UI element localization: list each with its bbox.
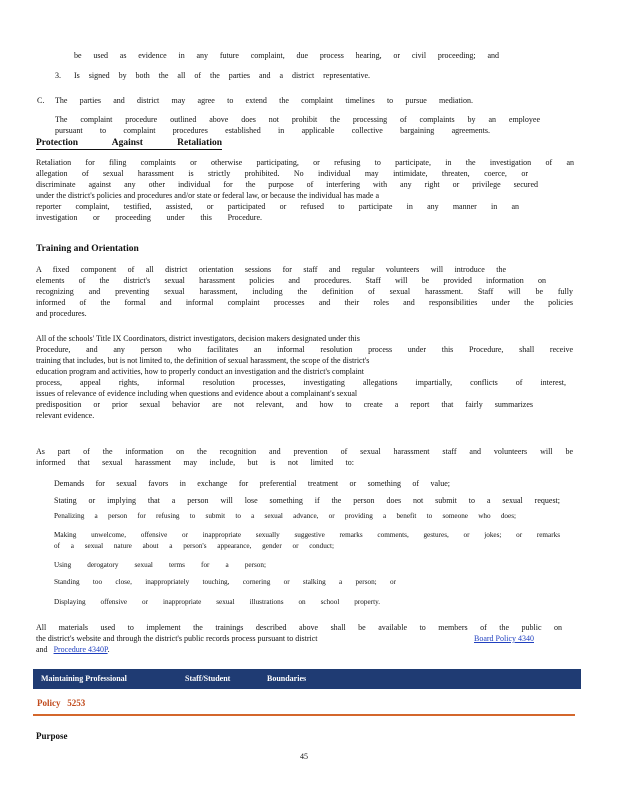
training-paragraph: As part of the information on the recognition and prevention of sexual harassment staff and volunteers will be informed that sexual harassment may include, but is not limited to: [36, 447, 573, 467]
list-label-c: C. [37, 96, 45, 105]
section-title-part: Boundaries [267, 674, 307, 683]
continued-line: be used as evidence in any future complaint, due process hearing, or civil proceeding; and [74, 51, 499, 60]
item-c-line: The complaint procedure outlined above does not prohibit the processing of complaints by an employee [55, 115, 540, 124]
list-item: Demands for sexual favors in exchange for preferential treatment or something of value; [54, 479, 450, 488]
section-title-part: Staff/Student [185, 674, 231, 683]
list-item-text: Is signed by both the all of the parties and a district representative. [74, 71, 370, 80]
training-paragraph: All of the schools' Title IX Coordinators, district investigators, decision makers designated under this Procedure, and any person who facilitates an informal resolution process under this Procedure, shall receive training that includes, but is not limited to, the definition of sexual harassment, the scope of the district's education program and activities, how to properly conduct an investigation and the district's complaint process, appeal rights, informal resolution processes, investigating allegations impartially, conflicts of interest, issues of relevance of evidence including when questions and evidence about a complainant's sexual predisposition or prior sexual behavior are not relevant, and how to create a report that fairly summarizes relevant evidence. [36, 334, 573, 420]
policy-number: Policy 5253 [37, 698, 86, 708]
board-policy-link[interactable]: Board Policy 4340 [474, 634, 534, 643]
list-item: Displaying offensive or inappropriate sexual illustrations on school property. [54, 598, 380, 606]
retaliation-paragraph: Retaliation for filing complaints or otherwise participating, or refusing to participate, in the investigation of an allegation of sexual harassment is strictly prohibited. No individual may intimidate, threaten, coerce, or discriminate against any other individual for the purpose of interfering with any right or privilege secured under the district's policies and procedures and/or state or federal law, or because the individual has made a reporter complaint, testified, assisted, or participated or refused to participate in any manner in an investigation or proceeding under this Procedure. [36, 158, 574, 222]
list-item: Making unwelcome, offensive or inappropriate sexually suggestive remarks comments, gestures, or jokes; or remarks [54, 531, 560, 539]
list-item: Penalizing a person for refusing to submit to a sexual advance, or providing a benefit to someone who does; [54, 512, 516, 520]
section-heading: Protection Against Retaliation [36, 138, 222, 148]
list-item: Using derogatory sexual terms for a person; [54, 561, 266, 569]
procedure-link[interactable]: Procedure 4340P [53, 645, 108, 654]
list-item-continuation: of a sexual nature about a person's appearance, gender or conduct; [54, 542, 334, 550]
purpose-heading: Purpose [36, 731, 68, 741]
item-c-line: pursuant to complaint procedures established in applicable collective bargaining agreements. [55, 126, 490, 135]
section-title-part: Maintaining Professional [41, 674, 127, 683]
item-c-line: The parties and district may agree to extend the complaint timelines to pursue mediation. [55, 96, 473, 105]
section-heading: Training and Orientation [36, 244, 139, 254]
list-number: 3. [55, 71, 61, 80]
list-item: Standing too close, inappropriately touching, cornering or stalking a person; or [54, 578, 396, 586]
orange-divider [33, 714, 575, 716]
list-item: Stating or implying that a person will lose something if the person does not submit to a sexual request; [54, 496, 560, 505]
section-title-bar [33, 669, 581, 689]
page-number: 45 [300, 752, 308, 761]
materials-paragraph: All materials used to implement the trainings described above shall be available to members of the public on the district's website and through the district's public records process pursuant to district Board Policy 4340 and Procedure 4340P. [36, 623, 562, 654]
training-paragraph: A fixed component of all district orientation sessions for staff and regular volunteers will introduce the elements of the district's sexual harassment policies and procedures. Staff will be provided information on recognizing and preventing sexual harassment, including the definition of sexual harassment. Staff will be fully informed of the formal and informal complaint processes and their roles and responsibilities under the policies and procedures. [36, 265, 573, 318]
